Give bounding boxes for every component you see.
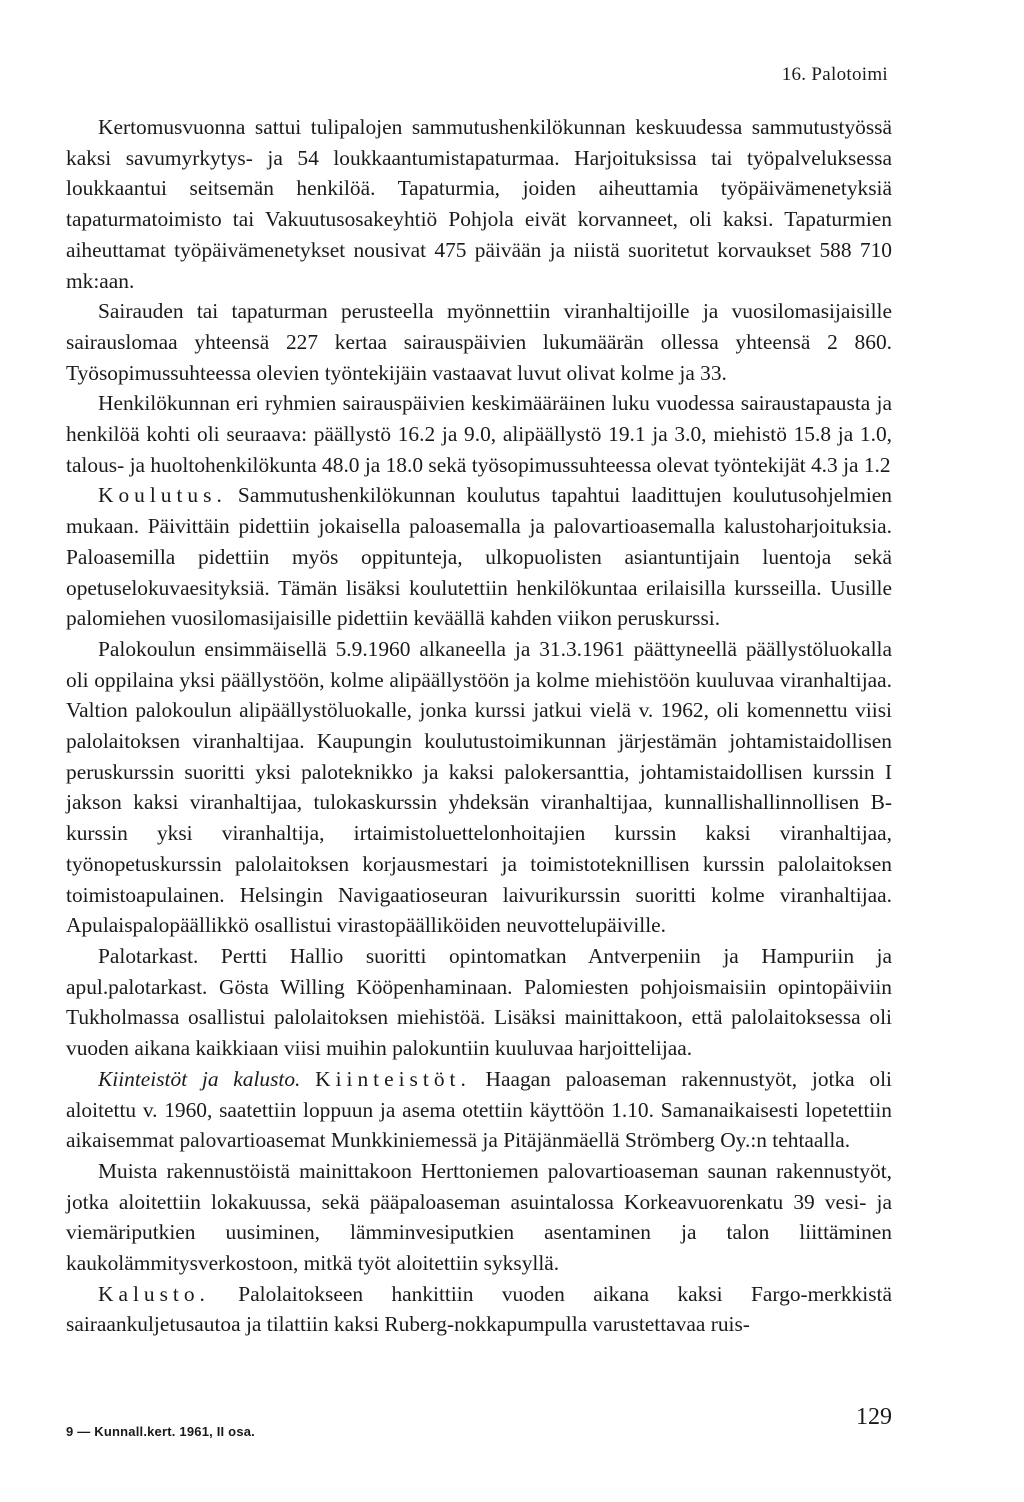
paragraph-fire-school: Palokoulun ensimmäisellä 5.9.1960 alkaneella ja 31.3.1961 päättyneellä päällystöluokalla oli oppilaina yksi päällystöön, kolme alipäällystöön ja kolme miehistöön kuuluvaa viranhaltijaa. Valtion palokoulun alipäällystöluokalle, jonka kurssi jatkui vielä v. 1962, oli komennettu viisi palolaitoksen viranhaltijaa. Kaupungin koulutustoimikunnan järjestämän johtamistaidollisen peruskurssin suoritti yksi paloteknikko ja kaksi palokersanttia, johtamistaidollisen kurssin I jakson kaksi viranhaltijaa, tulokaskurssin yhdeksän viranhaltijaa, kunnallishallinnollisen B-kurssin yksi viranhaltija, irtaimistoluettelonhoitajien kurssin kaksi viranhaltijaa, työnopetuskurssin palolaitoksen korjausmestari ja toimistoteknillisen kurssin palolaitoksen toimistoapulainen. Helsingin Navigaatioseuran laivurikurssin suoritti kolme viranhaltijaa. Apulaispalopäällikkö osallistui virastopäälliköiden neuvottelupäiville. [66,636,892,938]
footer-note: 9 — Kunnall.kert. 1961, II osa. [66,1424,255,1439]
paragraph-construction: Muista rakennustöistä mainittakoon Herttoniemen palovartioaseman saunan rakennustyöt, jotka aloitettiin lokakuussa, sekä pääpaloaseman asuintalossa Korkeavuorenkatu 39 vesi- ja viemäriputkien uusiminen, lämminvesiputkien asentaminen ja talon liittäminen kaukolämmitysverkostoon, mitkä työt aloitettiin syksyllä. [66,1158,892,1276]
page-number: 129 [856,1404,892,1430]
paragraph-properties-text: Haagan paloaseman rakennustyöt, jotka oli aloitettu v. 1960, saatettiin loppuun ja asema otettiin käyttöön 1.10. Samanaikaisesti lopetettiin aikaisemmat palovartioasemat Munkkiniemessä ja Pitäjänmäellä Strömberg Oy.:n tehtaalla. [66,1066,892,1153]
paragraph-training [66,480,892,634]
paragraph-sick-days-average: Henkilökunnan eri ryhmien sairauspäivien keskimääräinen luku vuodessa sairaustapausta ja henkilöä kohti oli seuraava: päällystö 16.2 ja 9.0, alipäällystö 19.1 ja 3.0, miehistö 15.8 ja 1.0, talous- ja huoltohenkilökunta 48.0 ja 18.0 sekä työsopimussuhteessa olevat työntekijät 4.3 ja 1.2 [66,391,892,477]
section-heading-properties: Kiinteistöt. [315,1066,471,1091]
paragraph-sick-leave: Sairauden tai tapaturman perusteella myönnettiin viranhaltijoille ja vuosilomasijaisille sairauslomaa yhteensä 227 kertaa sairauspäivien lukumäärän ollessa yhteensä 2 860. Työsopimussuhteessa olevien työntekijäin vastaavat luvut olivat kolme ja 33. [66,299,892,385]
paragraph-training-text: Sammutushenkilökunnan koulutus tapahtui laadittujen koulutusohjelmien mukaan. Päivittäin pidettiin jokaisella paloasemalla ja palovartioasemalla kalustoharjoituksia. Paloasemilla pidettiin myös oppitunteja, ulkopuolisten asiantuntijain luentoja sekä opetuselokuvaesityksiä. Tämän lisäksi koulutettiin henkilökuntaa erilaisilla kursseilla. Uusille palomiehen vuosilomasijaisille pidettiin keväällä kahden viikon peruskurssi. [66,483,892,631]
section-heading-equipment: Kalusto. [98,1281,210,1306]
running-head: 16. Palotoimi [781,64,888,85]
paragraph-accidents: Kertomusvuonna sattui tulipalojen sammutushenkilökunnan keskuudessa sammutustyössä kaksi savumyrkytys- ja 54 loukkaantumistapaturmaa. Harjoituksissa tai työpalveluksessa loukkaantui seitsemän henkilöä. Tapaturmia, joiden aiheuttamia työpäivämenetyksiä tapaturmatoimisto tai Vakuutusosakeyhtiö Pohjola eivät korvanneet, oli kaksi. Tapaturmien aiheuttamat työpäivämenetykset nousivat 475 päivään ja niistä suoritetut korvaukset 588 710 mk:aan. [66,115,892,293]
paragraph-equipment [66,1279,892,1340]
paragraph-properties [66,1064,892,1156]
paragraph-equipment-text: Palolaitokseen hankittiin vuoden aikana kaksi Fargo-merkkistä sairaankuljetusautoa ja tilattiin kaksi Ruberg-nokkapumpulla varustettavaa ruis- [66,1281,892,1337]
section-heading-training: Koulutus. [98,483,227,508]
section-heading-properties-equipment: Kiinteistöt ja kalusto. [98,1066,301,1091]
paragraph-study-trips: Palotarkast. Pertti Hallio suoritti opintomatkan Antverpeniin ja Hampuriin ja apul.palotarkast. Gösta Willing Kööpenhaminaan. Palomiesten pohjoismaisiin opintopäiviin Tukholmassa osallistui palolaitoksen miehistöä. Lisäksi mainittakoon, että palolaitoksessa oli vuoden aikana kaikkiaan viisi muihin palokuntiin kuuluvaa harjoittelijaa. [66,943,892,1061]
body-text [66,112,892,1340]
